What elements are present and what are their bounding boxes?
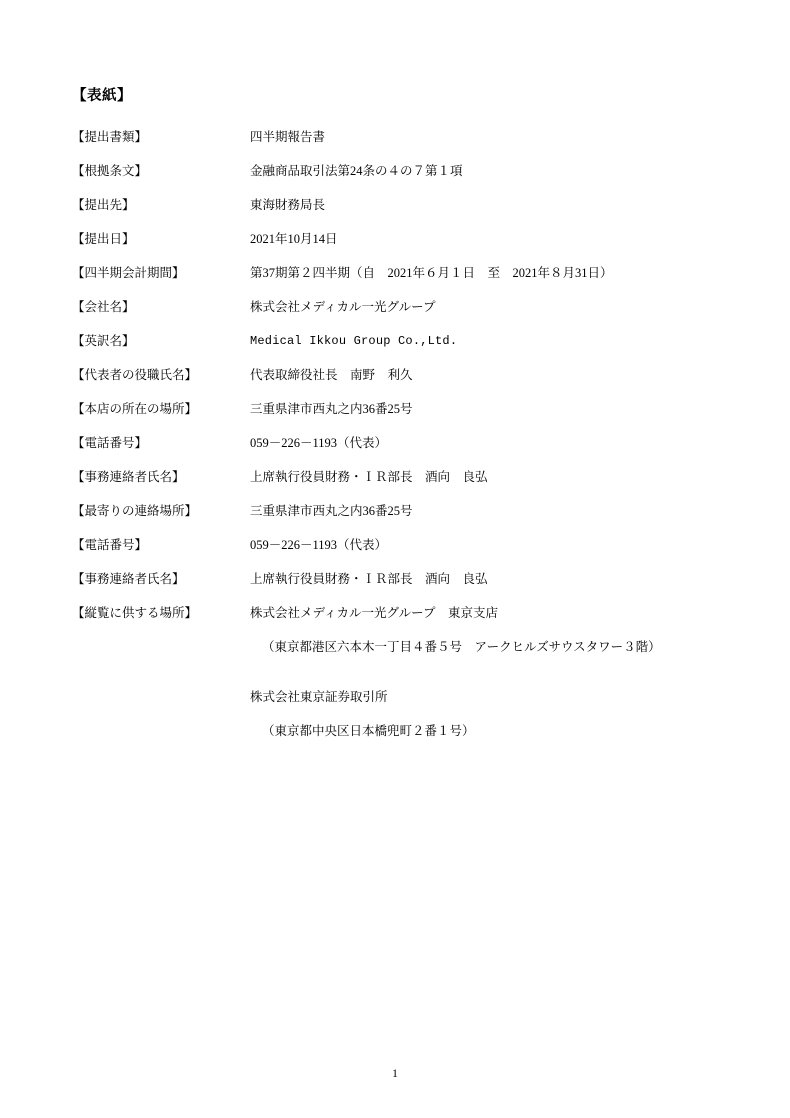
value-line: 株式会社東京証券取引所 [250, 690, 388, 704]
value-line: 上席執行役員財務・ＩＲ部長 酒向 良弘 [250, 572, 488, 586]
cover-field-label: 【会社名】 [72, 300, 135, 314]
cover-field-row [72, 596, 732, 748]
cover-field-label: 【最寄りの連絡場所】 [72, 504, 198, 518]
value-line: 株式会社メディカル一光グループ [250, 300, 436, 314]
value-line: 第37期第２四半期（自 2021年６月１日 至 2021年８月31日） [250, 266, 613, 280]
value-line: 金融商品取引法第24条の４の７第１項 [250, 164, 463, 178]
value-spacer [250, 664, 732, 680]
cover-field-value [250, 426, 732, 460]
value-line: （東京都中央区日本橋兜町２番１号） [262, 724, 475, 738]
cover-field-row [72, 188, 732, 222]
cover-field-label: 【根拠条文】 [72, 164, 148, 178]
cover-field-label: 【英訳名】 [72, 334, 135, 348]
cover-field-label: 【事務連絡者氏名】 [72, 470, 185, 484]
value-line: 代表取締役社長 南野 利久 [250, 368, 413, 382]
cover-field-value [250, 222, 732, 256]
cover-field-row [72, 222, 732, 256]
value-line: 三重県津市西丸之内36番25号 [250, 504, 413, 518]
cover-field-row [72, 324, 732, 358]
cover-field-value [250, 324, 732, 358]
cover-field-row [72, 154, 732, 188]
cover-field-label: 【電話番号】 [72, 538, 148, 552]
cover-field-value [250, 188, 732, 222]
value-line: 株式会社メディカル一光グループ 東京支店 [250, 606, 499, 620]
value-line: Medical Ikkou Group Co.,Ltd. [250, 334, 458, 348]
value-line: 東海財務局長 [250, 198, 326, 212]
cover-field-label: 【提出日】 [72, 232, 135, 246]
cover-field-label: 【本店の所在の場所】 [72, 402, 198, 416]
cover-field-label: 【縦覧に供する場所】 [72, 606, 198, 620]
cover-field-value [250, 562, 732, 596]
cover-field-row [72, 562, 732, 596]
value-line: 上席執行役員財務・ＩＲ部長 酒向 良弘 [250, 470, 488, 484]
cover-field-row [72, 494, 732, 528]
value-line: 059－226－1193（代表） [250, 538, 388, 552]
value-line: 059－226－1193（代表） [250, 436, 388, 450]
cover-field-label: 【四半期会計期間】 [72, 266, 185, 280]
value-line: 三重県津市西丸之内36番25号 [250, 402, 413, 416]
cover-field-value [250, 460, 732, 494]
cover-field-value [250, 494, 732, 528]
cover-field-row [72, 120, 732, 154]
cover-field-value [250, 358, 732, 392]
value-line: 四半期報告書 [250, 130, 326, 144]
cover-field-row [72, 358, 732, 392]
cover-field-value [250, 256, 732, 290]
page-title: 【表紙】 [72, 88, 132, 104]
cover-field-list [72, 120, 732, 748]
value-line: 2021年10月14日 [250, 232, 338, 246]
cover-field-row [72, 256, 732, 290]
cover-field-row [72, 290, 732, 324]
cover-field-label: 【提出先】 [72, 198, 135, 212]
cover-field-value [250, 120, 732, 154]
cover-field-value [250, 290, 732, 324]
value-line: （東京都港区六本木一丁目４番５号 アークヒルズサウスタワー３階） [262, 640, 661, 654]
cover-field-value [250, 596, 732, 748]
cover-field-label: 【提出書類】 [72, 130, 148, 144]
cover-field-label: 【代表者の役職氏名】 [72, 368, 198, 382]
cover-field-row [72, 426, 732, 460]
cover-field-row [72, 460, 732, 494]
cover-field-value [250, 392, 732, 426]
cover-field-row [72, 392, 732, 426]
cover-field-row [72, 528, 732, 562]
cover-field-label: 【事務連絡者氏名】 [72, 572, 185, 586]
cover-field-value [250, 154, 732, 188]
page-number: 1 [392, 1068, 398, 1080]
cover-field-value [250, 528, 732, 562]
cover-field-label: 【電話番号】 [72, 436, 148, 450]
